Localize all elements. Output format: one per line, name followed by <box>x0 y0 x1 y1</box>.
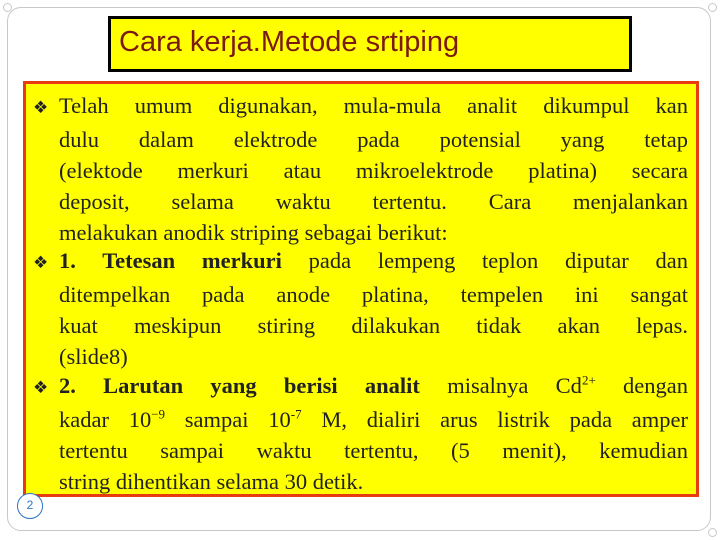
bullet-2-line-3: kuat meskipun stiring dilakukan tidak akan lepas. <box>59 313 688 338</box>
bullet-3 <box>33 370 688 497</box>
bullet-3-line-1: ❖ 2. Larutan yang berisi analit misalnya $Cd^{2+}$ dengan <box>33 370 688 404</box>
bullet-1 <box>33 90 688 248</box>
content-box <box>23 81 699 497</box>
diamond-bullet-icon: ❖ <box>33 98 49 118</box>
bullet-3-line-2: kadar $10^{-9}$ sampai $10^{-7}$ M, dialiri arus listrik pada amper <box>59 406 689 432</box>
page-number-badge: 2 <box>17 493 43 519</box>
bullet-3-line-3: tertentu sampai waktu tertentu, (5 menit), kemudian <box>59 438 688 463</box>
bullet-1-line-5: melakukan anodik striping sebagai berikut: <box>59 220 448 245</box>
bullet-1-line-3: (elektode merkuri atau mikroelektrode platina) secara <box>59 158 688 183</box>
bullet-1-line-2: dulu dalam elektrode pada potensial yang tetap <box>59 127 688 152</box>
bullet-2-line-1: ❖ 1. Tetesan merkuri pada lempeng teplon diputar dan <box>33 245 688 279</box>
corner-dot-bottom-right <box>708 528 717 537</box>
bullet-1-line-4: deposit, selama waktu tertentu. Cara menjalankan <box>59 189 688 214</box>
bullet-1-line-1: ❖ Telah umum digunakan, mula-mula analit dikumpul kan <box>33 90 688 124</box>
title-box <box>108 16 632 72</box>
bullet-3-line-4: string dihentikan selama 30 detik. <box>59 469 364 494</box>
bullet-2 <box>33 245 688 372</box>
slide-title: Cara kerja.Metode srtiping <box>119 26 460 58</box>
diamond-bullet-icon: ❖ <box>33 253 49 273</box>
bullet-2-line-2: ditempelkan pada anode platina, tempelen ini sangat <box>59 282 688 307</box>
corner-dot-top-left <box>3 3 12 12</box>
corner-dot-top-right <box>708 3 717 12</box>
diamond-bullet-icon: ❖ <box>33 378 49 398</box>
bullet-2-line-4: (slide8) <box>59 344 128 369</box>
